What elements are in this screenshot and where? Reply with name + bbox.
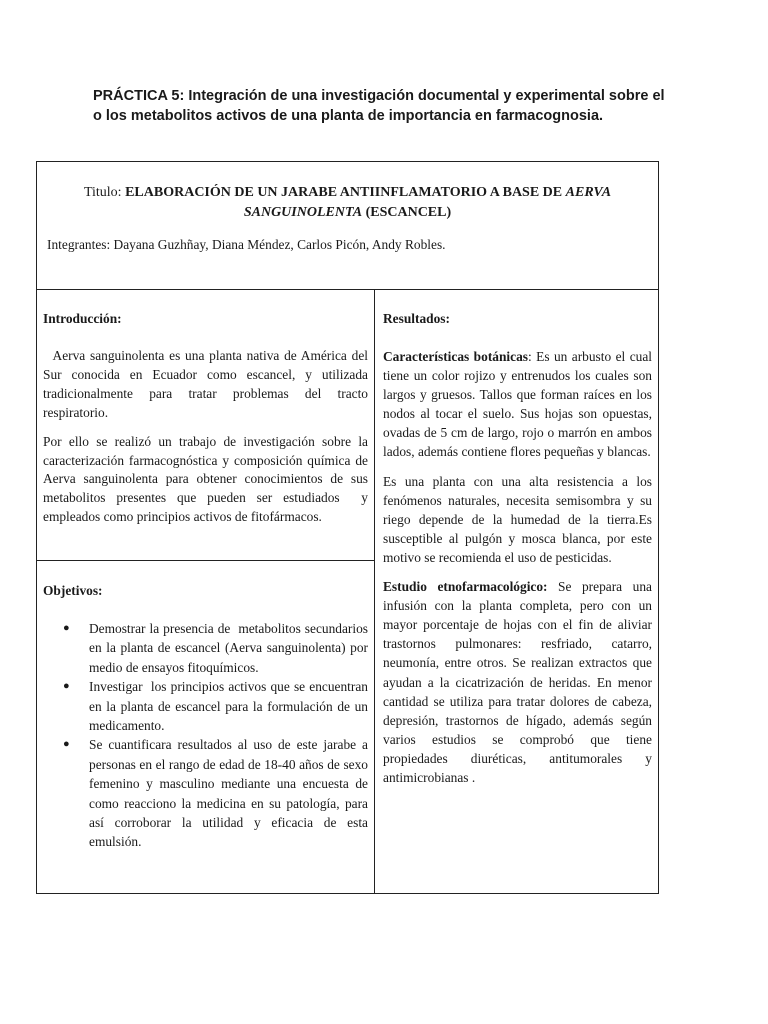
introduction-paragraph-2: Por ello se realizó un trabajo de investigación sobre la caracterización farmacognóstica y composición química de Aerva sanguinolenta para obtener conocimientos de sus metabolitos presentes que pueden ser estudiados y empleados como principios activos de fitofármacos.	[43, 433, 375, 525]
botanical-characteristics-text: : Es un arbusto el cual tiene un color rojizo y entrenudos los cuales son largos y gruesos. Tallos que forman raíces en los nodos al tocar el suelo. Sus hojas son opuestas, ovadas de 5 cm de largo, rojo o marrón en ambos lados, además contiene flores pequeñas y blancas.	[383, 349, 652, 460]
ethnopharmacological-study-label: Estudio etnofarmacológico:	[383, 579, 548, 595]
results-paragraph-2: Es una planta con una alta resistencia a los fenómenos naturales, necesita semisombra y su riego depende de la humedad de la tierra.Es susceptible al pulgón y mosca blanca, por este motivo se recomienda el uso de pesticidas.	[383, 473, 652, 565]
practice-heading	[93, 86, 713, 126]
ethnopharmacological-study-text: Se prepara una infusión con la planta completa, pero con un mayor porcentaje de hojas con el fin de aliviar trastornos pulmonares: resfriado, catarro, neumonía, entre otros. Se realizan extractos que ayudan a la cicatrización de heridas. En menor cantidad se utiliza para tratar dolores de cabeza, depresión, trastornos de hígado, además según varios estudios se comprobó que tiene propiedades diuréticas, antitumorales y antimicrobianas .	[383, 579, 652, 785]
results-paragraph-3	[383, 577, 652, 787]
practice-heading-line-2: o los metabolitos activos de una planta de importancia en farmacognosia.	[93, 108, 604, 124]
objective-text: Demostrar la presencia de metabolitos secundarios en la planta de escancel (Aerva sanguinolenta) por medio de ensayos fitoquímicos.	[89, 621, 372, 675]
list-item	[43, 735, 379, 851]
bullet-icon: ●	[63, 738, 70, 751]
objectives-cell	[37, 561, 379, 893]
bullet-icon: ●	[63, 622, 70, 634]
left-column	[37, 290, 379, 893]
report-table	[36, 161, 659, 894]
results-heading: Resultados:	[383, 311, 450, 326]
practice-heading-line-1: PRÁCTICA 5: Integración de una investigación documental y experimental sobre el	[93, 88, 665, 104]
objectives-list	[43, 619, 379, 852]
introduction-cell	[37, 290, 374, 561]
right-column	[375, 290, 658, 893]
objective-text: Se cuantificara resultados al uso de este jarabe a personas en el rango de edad de 18-40 años de sexo femenino y masculino mediante una encuesta de como reacciono la medicina en su patología, para así corroborar la utilidad y eficacia de esta emulsión.	[89, 737, 379, 850]
authors-line: Integrantes: Dayana Guzhñay, Diana Méndez, Carlos Picón, Andy Robles.	[47, 237, 446, 252]
introduction-paragraph-1: Aerva sanguinolenta es una planta nativa de América del Sur conocida en Ecuador como escancel, y utilizada tradicionalmente para tratar problemas del tracto respiratorio.	[43, 348, 372, 420]
title-cell	[37, 162, 658, 290]
list-item	[43, 619, 372, 677]
title-italic: AERVA SANGUINOLENTA	[243, 185, 612, 220]
report-title	[49, 183, 646, 223]
list-item	[43, 677, 372, 735]
results-cell	[375, 290, 658, 797]
introduction-heading: Introducción:	[43, 311, 122, 326]
title-prefix: Titulo:	[83, 185, 126, 200]
title-part-2: (ESCANCEL)	[362, 205, 452, 220]
title-main	[125, 185, 611, 220]
objective-text: Investigar los principios activos que se encuentran en la planta de escancel para la formulación de un medicamento.	[89, 679, 372, 734]
results-paragraph-1	[383, 347, 652, 462]
objectives-heading: Objetivos:	[43, 583, 103, 598]
bullet-icon: ●	[63, 680, 70, 693]
botanical-characteristics-label: Características botánicas	[383, 349, 528, 364]
title-part-1: ELABORACIÓN DE UN JARABE ANTIINFLAMATORIO A BASE DE	[125, 185, 566, 200]
